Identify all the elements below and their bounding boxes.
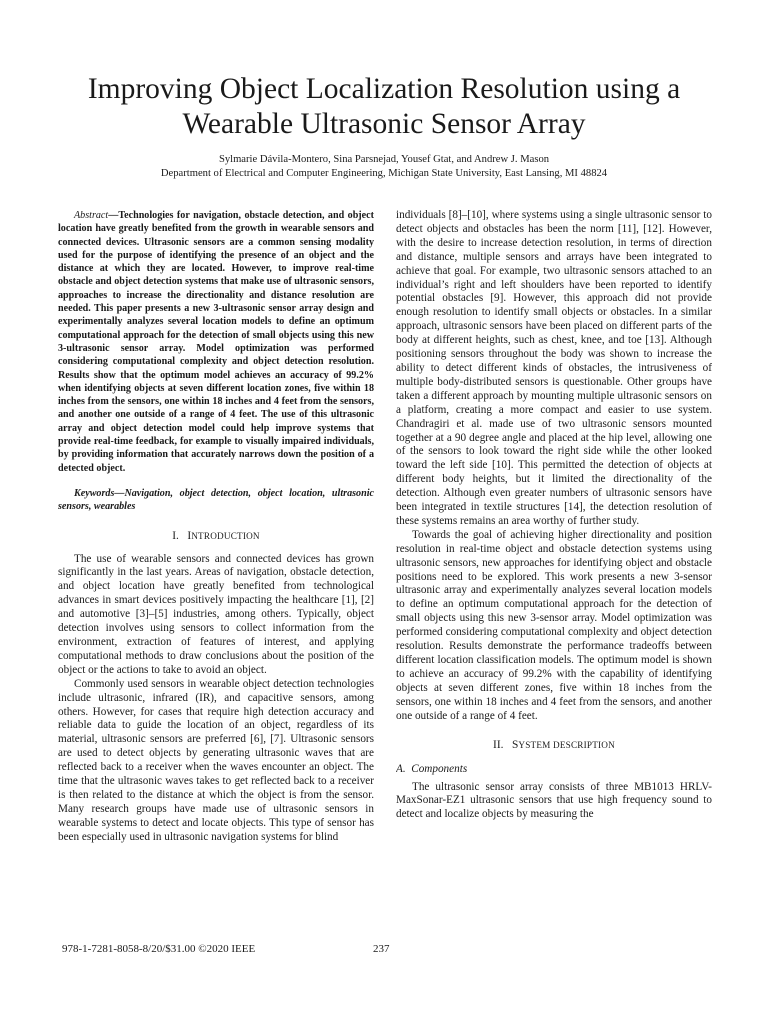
section-number: I.: [172, 529, 179, 542]
keywords-label: Keywords: [74, 487, 115, 499]
section-heading-system-description: [396, 738, 712, 752]
keywords-text: Navigation, object detection, object location, ultrasonic sensors, wearables: [58, 487, 374, 513]
keywords-dash: —: [114, 487, 125, 499]
intro-paragraph-1: The use of wearable sensors and connected devices has grown significantly in the last years. Areas of navigation, obstacle detection, and object location have greatly benefited from technological advances in smart devices positively impacting the healthcare [1], [2] and automotive [3]–[5] industries, among others. Typically, object detection involves using sensors to collect information from the environment, extraction of features of interest, and applying computational methods to draw conclusions about the position of the object or the actions to take to avoid an object.: [58, 552, 374, 676]
author-list: Sylmarie Dávila-Montero, Sina Parsnejad, Yousef Gtat, and Andrew J. Mason: [218, 154, 550, 165]
copyright-notice: 978-1-7281-8058-8/20/$31.00 ©2020 IEEE: [62, 943, 256, 955]
abstract-dash: —: [108, 210, 119, 221]
section-initial: I: [187, 529, 192, 542]
subsection-heading-components: [396, 762, 712, 776]
abstract-text: Technologies for navigation, obstacle detection, and object location have greatly benefited from the growth in wearable sensors and connected devices. Ultrasonic sensors are a common sensing modality used for the purpose of identifying the presence of an object and the distance at which they are located. However, to improve real-time obstacle and object detection systems that make use of ultrasonic sensors, approaches to increase the directionality and distance resolution are needed. This paper presents a new 3-ultrasonic sensor array design and experimentally analyzes several location models to define an optimum computational approach for the detection of small objects using this new 3-ultrasonic sensor array. Model optimization was performed considering computational complexity and object detection resolution. Results show that the optimum model achieves an accuracy of 99.2% when identifying objects at seven different location zones, five within 18 inches from the sensors, one within 18 inches and 4 feet from the sensors, and another one outside of a range of 4 feet. The use of this ultrasonic array and object detection model could help improve systems that provide real-time feedback, for example to visually impaired individuals, by providing information that accurately narrows down the position of a detected object.: [58, 210, 374, 474]
paper-title: Improving Object Localization Resolution using a Wearable Ultrasonic Sensor Array: [87, 73, 681, 140]
section-number: II.: [493, 738, 504, 751]
section-initial: S: [512, 738, 519, 751]
left-column: [58, 209, 374, 935]
section-heading-introduction: [58, 529, 374, 543]
section-title-rest: NTRODUCTION: [191, 530, 260, 541]
abstract: [58, 209, 374, 475]
keywords: [58, 487, 374, 514]
subsection-title: Components: [411, 762, 468, 775]
section-title-rest: YSTEM DESCRIPTION: [518, 739, 615, 750]
intro-paragraph-3: Towards the goal of achieving higher directionality and position resolution in real-time object and obstacle detection systems using ultrasonic sensors, new approaches for identifying object and obstacle positions need to be explored. This work presents a new 3-sensor ultrasonic array and experimentally analyzes several location models to define an optimum computational approach for the detection of small objects using this new 3-sensor array. Model optimization was performed considering computational complexity and object detection resolution. Results demonstrate the performance tradeoffs between different location classification models. The optimum model is shown to achieve an accuracy of 99.2% with the capability of identifying objects at seven different zones, five within 18 inches from the sensors, one within 18 inches and 4 feet from the sensors, and another one outside of a range of 4 feet.: [396, 528, 712, 722]
affiliation: Department of Electrical and Computer Engineering, Michigan State University, East Lansing, MI 48824: [160, 168, 608, 179]
intro-paragraph-2: Commonly used sensors in wearable object detection technologies include ultrasonic, infrared (IR), and capacitive sensors, among others. However, for cases that require high detection accuracy and reliable data to guide the location of an object, regardless of its material, ultrasonic sensors are preferred [6], [7]. Ultrasonic sensors are used to detect objects by generating ultrasonic waves that are reflected back to a receiver when the waves encounter an object. The time that the ultrasonic waves takes to get reflected back to a receiver is then related to the distance at which the object is from the sensor. Many research groups have made use of ultrasonic sensors in wearable systems to detect and locate objects. This type of sensor has been especially used in ultrasonic navigation systems for blind: [58, 677, 374, 843]
subsection-label: A.: [396, 762, 406, 775]
components-paragraph-1: The ultrasonic sensor array consists of three MB1013 HRLV-MaxSonar-EZ1 ultrasonic sensors that use high frequency sound to detect and localize objects by measuring the: [396, 780, 712, 821]
intro-paragraph-2-continued: individuals [8]–[10], where systems using a single ultrasonic sensor to detect objects and obstacles has been the norm [11], [12]. However, with the desire to increase detection resolution, in terms of direction and distance, multiple sensors and arrays have been integrated to achieve that goal. For example, two ultrasonic sensors attached to an individual’s right and left shoulders have been reported to identify potential obstacles [9]. However, this approach did not provide enough resolution to identify small objects or obstacles. In a similar approach, ultrasonic sensors have been placed on different parts of the body at different heights, such as chest, knee, and toe [13]. Although positioning sensors throughout the body was shown to increase the ability to detect different kinds of obstacles, the intrusiveness of multiple body-distributed sensors is questionable. Other groups have taken a different approach by mounting multiple ultrasonic sensors on a platform, creating a more compact and easier to use system. Chandragiri et al. made use of two ultrasonic sensors mounted together at a 90 degree angle and placed at the hip level, allowing one of the sensors to look toward the right side while the other looked toward the left side [10]. This permitted the detection of objects at different body heights, but it limited the directionality of the detection. Although even greater numbers of ultrasonic sensors have been integrated in textile structures [14], the detection resolution of these systems remains an area worthy of further study.: [396, 209, 712, 527]
right-column: [396, 209, 712, 935]
page-number: 237: [373, 943, 390, 955]
abstract-label: Abstract: [74, 210, 109, 221]
